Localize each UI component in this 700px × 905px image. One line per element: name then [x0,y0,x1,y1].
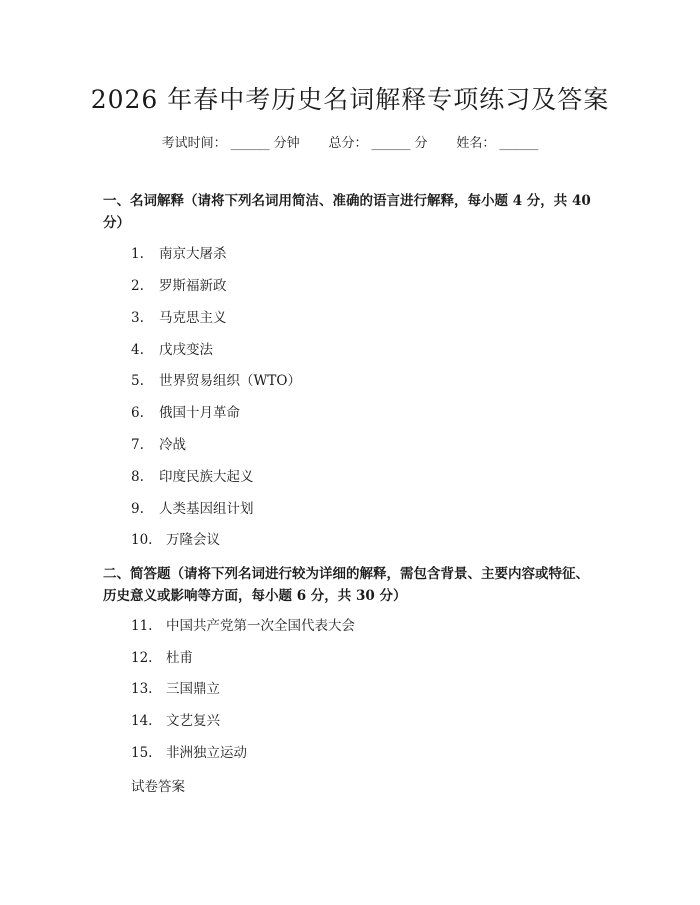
list-item [131,531,220,549]
item-text: 世界贸易组织（WTO） [159,373,301,389]
item-text: 人类基因组计划 [159,501,254,517]
name-blank: ______ [499,136,539,151]
item-number: 13. [131,681,153,697]
time-label: 考试时间： [161,136,227,151]
page-title: 2026 年春中考历史名词解释专项练习及答案 [90,85,610,114]
item-number: 5. [131,373,144,389]
list-item [131,468,254,486]
item-number: 4. [131,342,144,358]
item-text: 文艺复兴 [166,713,220,729]
time-blank: ______ [230,136,270,151]
list-item [131,372,301,390]
item-text: 罗斯福新政 [159,278,227,294]
list-item [131,500,254,518]
item-text: 马克思主义 [159,310,227,326]
item-text: 三国鼎立 [166,681,220,697]
list-item [131,309,227,327]
item-number: 6. [131,405,144,421]
score-label: 总分： [328,136,368,151]
list-item [131,744,247,762]
item-number: 10. [131,532,153,548]
item-number: 12. [131,650,153,666]
item-text: 冷战 [159,437,186,453]
name-label: 姓名： [456,136,496,151]
item-number: 1. [131,246,144,262]
item-text: 杜甫 [166,650,193,666]
list-item [131,277,227,295]
item-number: 9. [131,501,144,517]
item-text: 南京大屠杀 [159,246,227,262]
item-text: 俄国十月革命 [159,405,240,421]
item-text: 戊戌变法 [159,342,213,358]
list-item [131,649,193,667]
item-number: 8. [131,469,144,485]
item-text: 印度民族大起义 [159,469,254,485]
list-item [131,341,213,359]
item-number: 2. [131,278,144,294]
list-item [131,436,186,454]
list-item [131,404,240,422]
list-item [131,245,227,263]
time-unit: 分钟 [273,136,300,151]
section-1-heading: 一、名词解释（请将下列名词用简洁、准确的语言进行解释，每小题 4 分，共 40 分） [103,193,591,231]
score-blank: ______ [371,136,411,151]
item-number: 11. [131,618,153,634]
item-text: 非洲独立运动 [166,745,247,761]
answers-heading: 试卷答案 [131,779,185,795]
item-number: 7. [131,437,144,453]
exam-meta [0,132,700,151]
item-number: 3. [131,310,144,326]
item-number: 15. [131,745,153,761]
list-item [131,712,220,730]
item-number: 14. [131,713,153,729]
list-item [131,617,355,635]
section-2-heading: 二、简答题（请将下列名词进行较为详细的解释，需包含背景、主要内容或特征、历史意义或影响等方面，每小题 6 分，共 30 分） [103,566,589,604]
item-text: 万隆会议 [166,532,220,548]
list-item [131,680,220,698]
item-text: 中国共产党第一次全国代表大会 [166,618,355,634]
score-unit: 分 [414,136,428,151]
